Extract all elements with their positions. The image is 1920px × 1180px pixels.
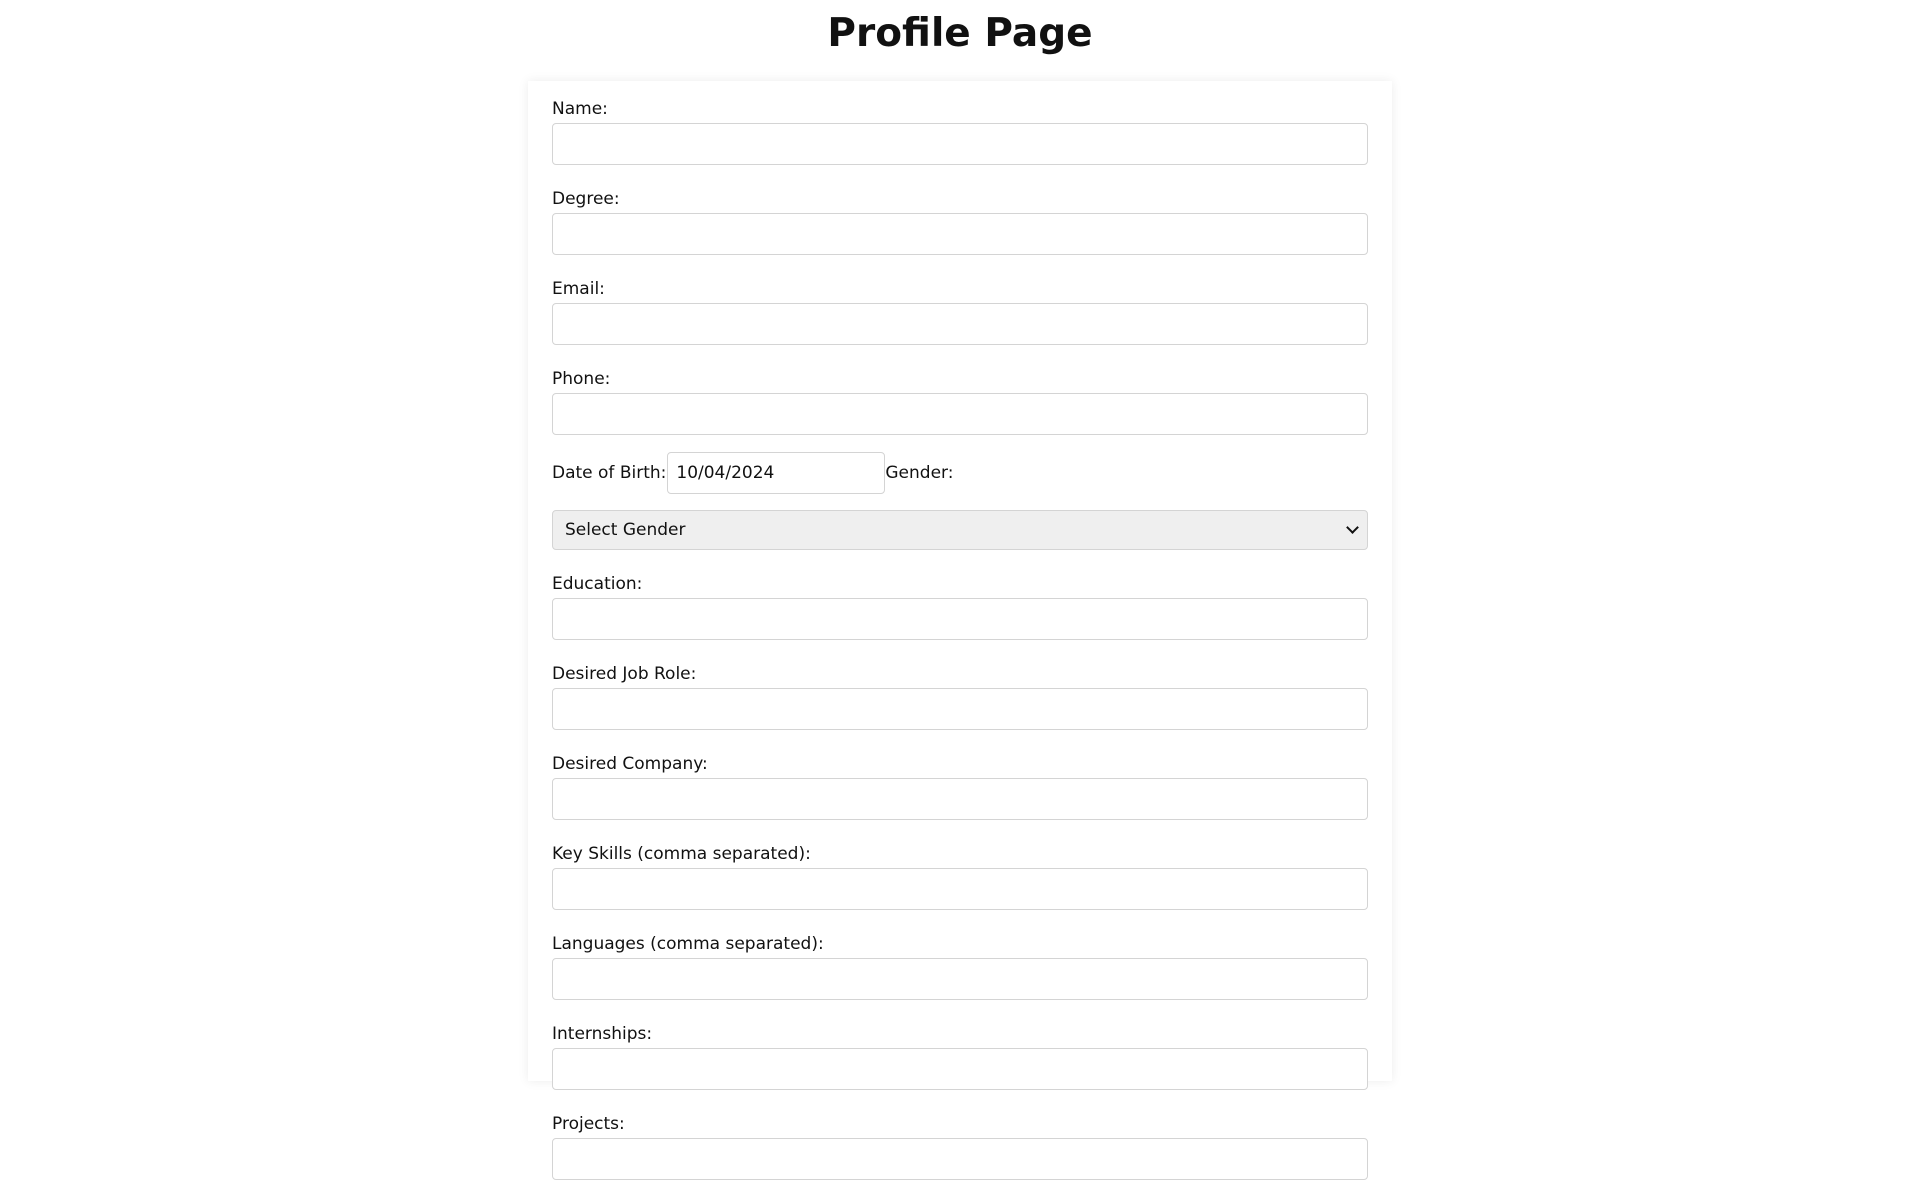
projects-label: Projects: <box>552 1114 625 1134</box>
skills-input[interactable] <box>552 868 1368 910</box>
job-role-label: Desired Job Role: <box>552 664 697 684</box>
gender-label: Gender: <box>885 463 954 483</box>
degree-field-group <box>552 189 1368 255</box>
education-input[interactable] <box>552 598 1368 640</box>
languages-input[interactable] <box>552 958 1368 1000</box>
email-input[interactable] <box>552 303 1368 345</box>
email-label: Email: <box>552 279 605 299</box>
profile-form <box>528 81 1392 1134</box>
education-label: Education: <box>552 574 643 594</box>
projects-input[interactable] <box>552 1138 1368 1180</box>
dob-value: 10/04/2024 <box>676 463 775 483</box>
education-field-group <box>552 574 1368 640</box>
phone-input[interactable] <box>552 393 1368 435</box>
chevron-down-icon <box>1346 521 1359 534</box>
languages-label: Languages (comma separated): <box>552 934 824 954</box>
projects-field-group <box>552 1114 1368 1180</box>
name-label: Name: <box>552 99 608 119</box>
skills-field-group <box>552 844 1368 910</box>
dob-input[interactable] <box>667 452 885 494</box>
page-title: Profile Page <box>827 11 1093 56</box>
dob-gender-row <box>552 452 1368 494</box>
company-field-group <box>552 754 1368 820</box>
internships-input[interactable] <box>552 1048 1368 1090</box>
phone-label: Phone: <box>552 369 611 389</box>
company-label: Desired Company: <box>552 754 708 774</box>
skills-label: Key Skills (comma separated): <box>552 844 811 864</box>
gender-select[interactable] <box>552 510 1368 550</box>
languages-field-group <box>552 934 1368 1000</box>
name-field-group <box>552 99 1368 165</box>
internships-label: Internships: <box>552 1024 653 1044</box>
phone-field-group <box>552 369 1368 435</box>
company-input[interactable] <box>552 778 1368 820</box>
job-role-input[interactable] <box>552 688 1368 730</box>
gender-selected-value: Select Gender <box>565 520 686 540</box>
email-field-group <box>552 279 1368 345</box>
degree-label: Degree: <box>552 189 620 209</box>
dob-label: Date of Birth: <box>552 463 667 483</box>
name-input[interactable] <box>552 123 1368 165</box>
degree-input[interactable] <box>552 213 1368 255</box>
job-role-field-group <box>552 664 1368 730</box>
internships-field-group <box>552 1024 1368 1090</box>
